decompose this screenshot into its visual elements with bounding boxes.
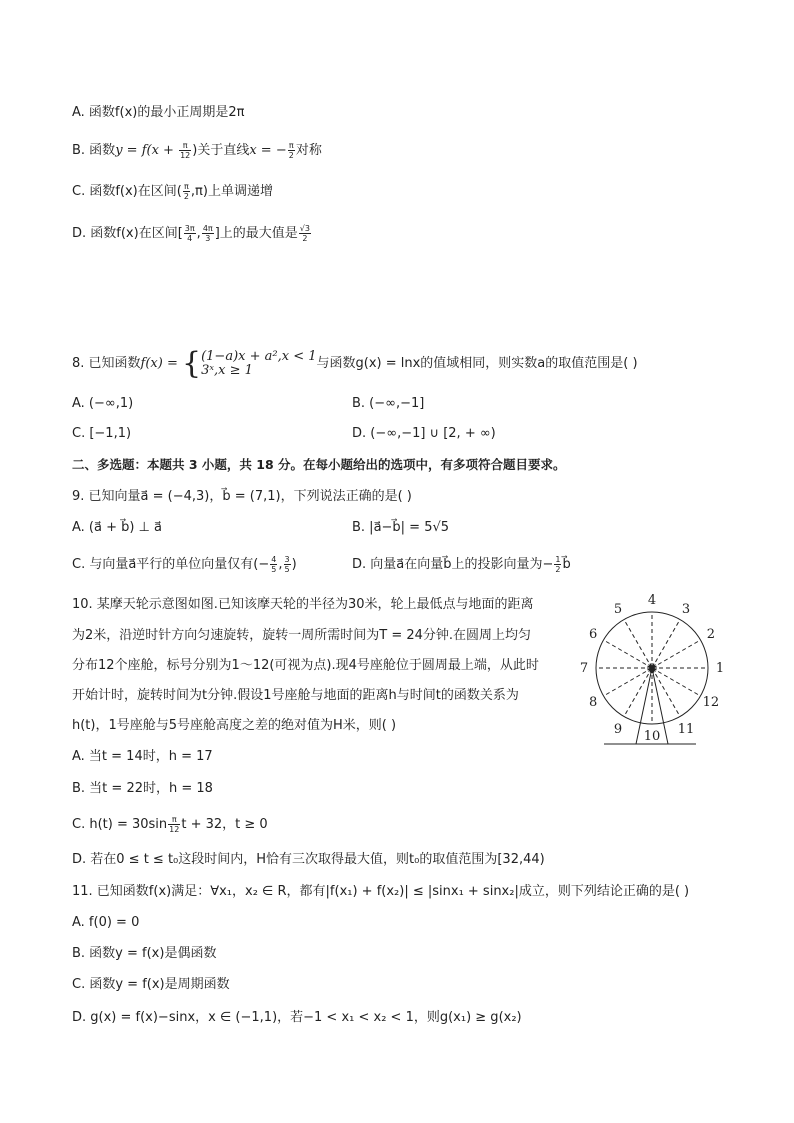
q7-option-a: A. 函数f(x)的最小正周期是2π bbox=[72, 105, 245, 120]
wheel-spoke bbox=[624, 668, 652, 717]
q10-option-d: D. 若在0 ≤ t ≤ t₀这段时间内，H恰有三次取得最大值，则t₀的取值范围为[32,44) bbox=[72, 852, 545, 867]
ferris-wheel-diagram bbox=[579, 590, 734, 750]
q9-option-b: B. |a⃗−b⃗| = 5√5 bbox=[352, 520, 450, 535]
fraction: $\frac{\pi}{2}$ bbox=[183, 182, 189, 201]
seat-label: 2 bbox=[706, 627, 716, 642]
q9-option-a: A. (a⃗ + b⃗) ⊥ a⃗ bbox=[72, 520, 163, 535]
q8-option-a: A. (−∞,1) bbox=[72, 396, 134, 411]
q11-option-d: D. g(x) = f(x)−sinx，x ∈ (−1,1)，若−1 < x₁ < x₂ < 1，则g(x₁) ≥ g(x₂) bbox=[72, 1010, 522, 1025]
wheel-spoke bbox=[624, 620, 652, 669]
wheel-spoke bbox=[604, 640, 653, 668]
q11-option-b: B. 函数y = f(x)是偶函数 bbox=[72, 946, 217, 961]
seat-label: 5 bbox=[613, 602, 623, 618]
q7-option-b: B. 函数y = f(x + $\frac{\pi}{12}$ )关于直线x = − $\frac{\pi}{2}$ 对称 bbox=[72, 141, 322, 160]
piecewise-cases: (1−a)x + a²,x < 1 3ˣ,x ≥ 1 bbox=[201, 348, 317, 378]
q7-option-d: D. 函数f(x)在区间[ $\frac{3\pi}{4}$ , $\frac{4\pi}{3}$ ]上的最大值是 $\frac{√3}{2}$ bbox=[72, 224, 310, 243]
fraction: $\frac{\pi}{2}$ bbox=[288, 141, 294, 160]
q10-option-a: A. 当t = 14时，h = 17 bbox=[72, 749, 213, 764]
wheel-spoke bbox=[652, 640, 701, 668]
q7-option-c: C. 函数f(x)在区间( $\frac{\pi}{2}$ ,π)上单调递增 bbox=[72, 182, 273, 201]
seat-label: 1 bbox=[715, 661, 725, 676]
section-heading: 二、多选题：本题共 3 小题，共 18 分。在每小题给出的选项中，有多项符合题目要求。 bbox=[72, 457, 566, 472]
q8-option-d: D. (−∞,−1] ∪ [2, + ∞) bbox=[352, 426, 496, 441]
fraction: $\frac{4}{5}$ bbox=[271, 555, 277, 574]
seat-label: 4 bbox=[647, 593, 657, 608]
q10-stem-line-5: h(t)，1号座舱与5号座舱高度之差的绝对值为H米，则( ) bbox=[72, 718, 397, 733]
seat-label: 10 bbox=[643, 729, 661, 744]
q8-stem: 8. 已知函数f(x) = { (1−a)x + a²,x < 1 3ˣ,x ≥ 1 与函数g(x) = lnx的值域相同，则实数a的取值范围是( ) bbox=[72, 345, 638, 381]
q10-stem-line-3: 分布12个座舱，标号分别为1～12(可视为点).现4号座舱位于圆周最上端，从此时 bbox=[72, 658, 539, 673]
q9-stem: 9. 已知向量a⃗ = (−4,3)，b⃗ = (7,1)，下列说法正确的是( ) bbox=[72, 489, 412, 504]
q10-stem-line-2: 为2米，沿逆时针方向匀速旋转，旋转一周所需时间为T = 24分钟.在圆周上均匀 bbox=[72, 628, 532, 643]
fraction: $\frac{\pi}{12}$ bbox=[180, 141, 191, 160]
seat-label: 6 bbox=[588, 627, 598, 642]
q11-stem: 11. 已知函数f(x)满足：∀x₁，x₂ ∈ R，都有|f(x₁) + f(x₂)| ≤ |sinx₁ + sinx₂|成立，则下列结论正确的是( ) bbox=[72, 884, 690, 899]
wheel-spoke bbox=[652, 620, 680, 669]
fraction: $\frac{3\pi}{4}$ bbox=[184, 224, 195, 243]
q8-option-c: C. [−1,1) bbox=[72, 426, 132, 441]
q10-option-c: C. h(t) = 30sin $\frac{\pi}{12}$ t + 32，t ≥ 0 bbox=[72, 815, 268, 834]
seat-label: 8 bbox=[588, 695, 598, 710]
q10-stem-line-4: 开始计时，旋转时间为t分钟.假设1号座舱与地面的距离h与时间t的函数关系为 bbox=[72, 688, 519, 703]
wheel-spoke bbox=[652, 668, 680, 717]
q9-option-d: D. 向量a⃗在向量b⃗上的投影向量为− $\frac{1}{2}$ b⃗ bbox=[352, 555, 571, 574]
q10-option-b: B. 当t = 22时，h = 18 bbox=[72, 781, 213, 796]
seat-label: 9 bbox=[613, 722, 623, 737]
seat-label: 3 bbox=[681, 602, 691, 618]
wheel-spoke bbox=[604, 668, 653, 696]
seat-label: 11 bbox=[677, 722, 695, 737]
seat-label: 12 bbox=[702, 695, 720, 710]
q11-option-c: C. 函数y = f(x)是周期函数 bbox=[72, 977, 230, 992]
fraction: $\frac{√3}{2}$ bbox=[299, 224, 310, 243]
seat-label: 7 bbox=[579, 661, 589, 676]
q9-option-c: C. 与向量a⃗平行的单位向量仅有(− $\frac{4}{5}$ , $\frac{3}{5}$ ) bbox=[72, 555, 297, 574]
fraction: $\frac{4\pi}{3}$ bbox=[202, 224, 213, 243]
piecewise-brace: { bbox=[182, 345, 202, 381]
fraction: $\frac{\pi}{12}$ bbox=[169, 815, 180, 834]
fraction: $\frac{3}{5}$ bbox=[284, 555, 290, 574]
fraction: $\frac{1}{2}$ bbox=[555, 555, 561, 574]
q10-stem-line-1: 10. 某摩天轮示意图如图.已知该摩天轮的半径为30米，轮上最低点与地面的距离 bbox=[72, 597, 534, 612]
q11-option-a: A. f(0) = 0 bbox=[72, 915, 140, 930]
q8-option-b: B. (−∞,−1] bbox=[352, 396, 425, 411]
wheel-spoke bbox=[652, 668, 701, 696]
